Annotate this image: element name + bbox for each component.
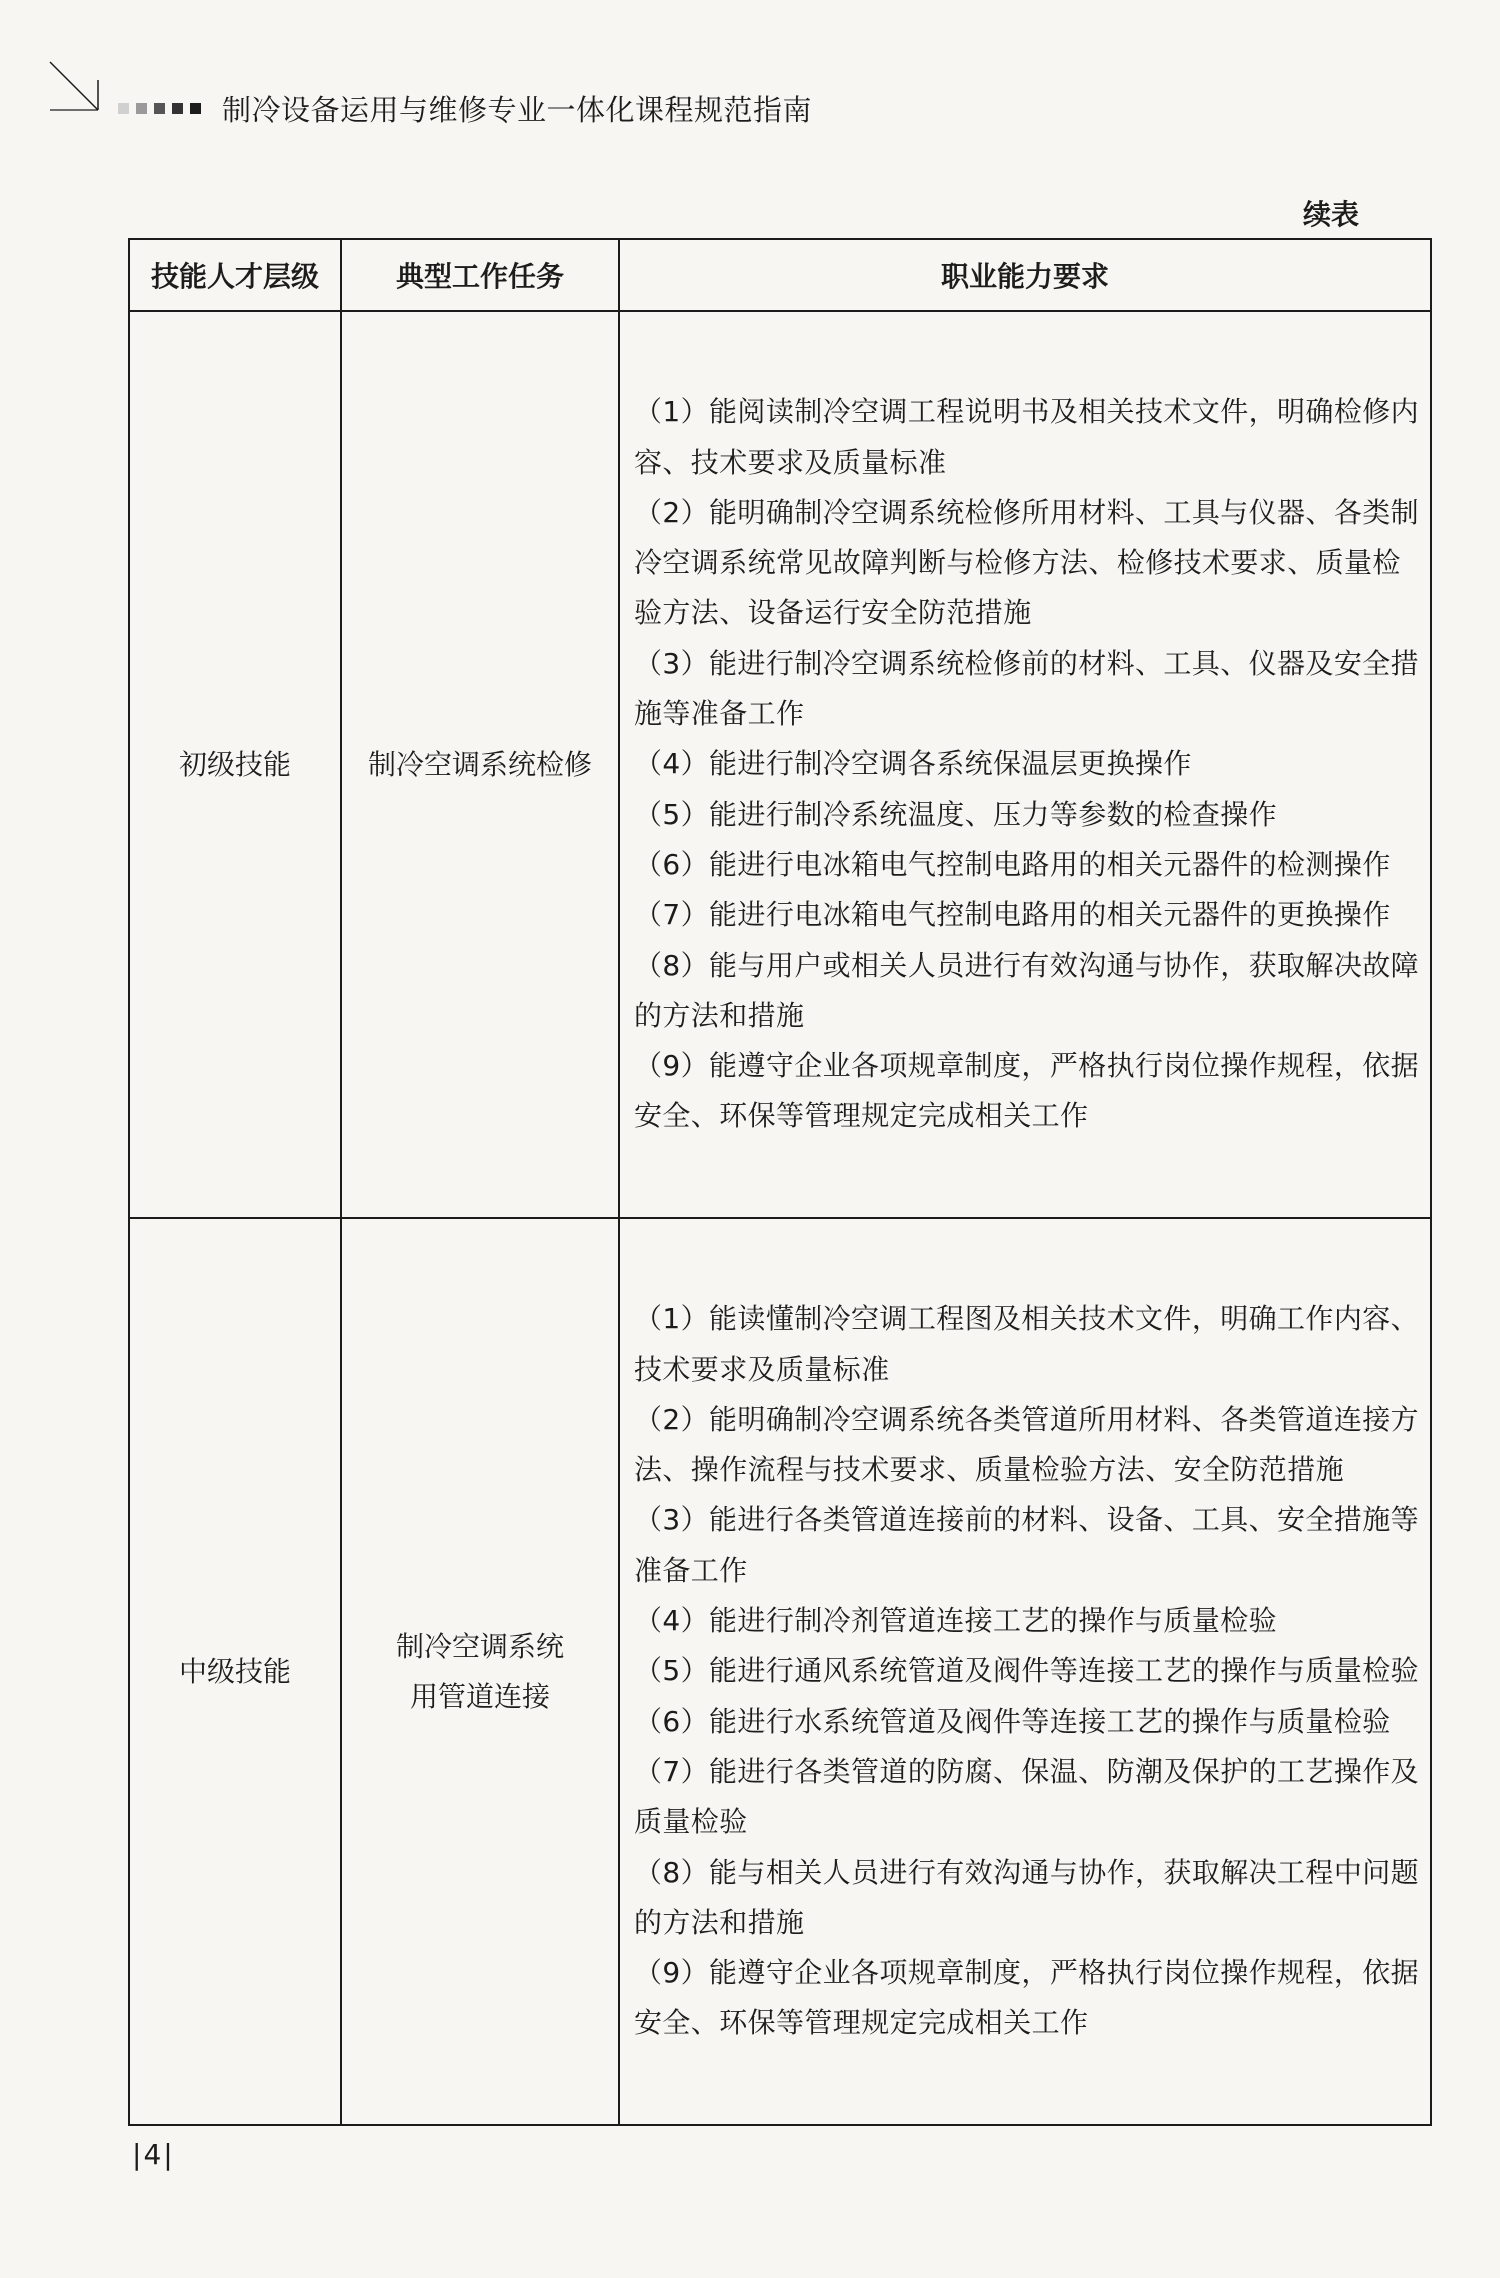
requirement-item: （5）能进行制冷系统温度、压力等参数的检查操作 (634, 797, 1278, 831)
column-header-task: 典型工作任务 (341, 239, 619, 311)
requirement-item: （9）能遵守企业各项规章制度，严格执行岗位操作规程，依据安全、环保等管理规定完成相关工作 (634, 1956, 1420, 2040)
requirement-item: （6）能进行水系统管道及阀件等连接工艺的操作与质量检验 (634, 1704, 1391, 1738)
requirement-item: （3）能进行制冷空调系统检修前的材料、工具、仪器及安全措施等准备工作 (634, 646, 1420, 731)
requirement-item: （1）能阅读制冷空调工程说明书及相关技术文件，明确检修内容、技术要求及质量标准 (634, 395, 1420, 479)
work-task-cell: 制冷空调系统检修 (341, 311, 619, 1218)
requirement-item: （7）能进行各类管道的防腐、保温、防潮及保护的工艺操作及质量检验 (634, 1754, 1420, 1839)
table-row (129, 311, 1431, 1218)
requirement-item: （2）能明确制冷空调系统各类管道所用材料、各类管道连接方法、操作流程与技术要求、质量检验方法、安全防范措施 (634, 1402, 1420, 1487)
square-icon (154, 103, 165, 114)
requirement-item: （4）能进行制冷剂管道连接工艺的操作与质量检验 (634, 1604, 1278, 1638)
table-continued-label: 续表 (1302, 198, 1359, 231)
table-row (129, 1218, 1431, 2125)
requirement-item: （8）能与相关人员进行有效沟通与协作，获取解决工程中问题的方法和措施 (634, 1855, 1420, 1939)
requirement-item: （7）能进行电冰箱电气控制电路用的相关元器件的更换操作 (634, 898, 1391, 932)
requirements-cell (619, 1218, 1431, 2125)
header-title: 制冷设备运用与维修专业一体化课程规范指南 (222, 92, 813, 127)
square-icon (172, 103, 183, 114)
work-task-label: 制冷空调系统用管道连接 (395, 1629, 564, 1713)
requirement-item: （9）能遵守企业各项规章制度，严格执行岗位操作规程，依据安全、环保等管理规定完成相关工作 (634, 1049, 1420, 1133)
requirement-item: （4）能进行制冷空调各系统保温层更换操作 (634, 747, 1192, 781)
skill-level-cell: 中级技能 (129, 1218, 341, 2125)
header-squares-icon (118, 103, 208, 114)
requirement-item: （3）能进行各类管道连接前的材料、设备、工具、安全措施等准备工作 (634, 1503, 1420, 1587)
requirements-cell (619, 311, 1431, 1218)
requirement-item: （1）能读懂制冷空调工程图及相关技术文件，明确工作内容、技术要求及质量标准 (634, 1302, 1420, 1386)
column-header-level: 技能人才层级 (129, 239, 341, 311)
work-task-cell (341, 1218, 619, 2125)
requirement-item: （2）能明确制冷空调系统检修所用材料、工具与仪器、各类制冷空调系统常见故障判断与检修方法、检修技术要求、质量检验方法、设备运行安全防范措施 (634, 495, 1420, 630)
requirement-item: （6）能进行电冰箱电气控制电路用的相关元器件的检测操作 (634, 847, 1391, 881)
requirement-item: （8）能与用户或相关人员进行有效沟通与协作，获取解决故障的方法和措施 (634, 948, 1420, 1032)
requirement-item: （5）能进行通风系统管道及阀件等连接工艺的操作与质量检验 (634, 1654, 1420, 1688)
square-icon (118, 103, 129, 114)
competency-table (128, 238, 1432, 2126)
table-header-row (129, 239, 1431, 311)
corner-mark-icon (48, 60, 108, 120)
column-header-requirements: 职业能力要求 (619, 239, 1431, 311)
square-icon (136, 103, 147, 114)
page-number-value: 4 (143, 2138, 164, 2171)
running-header (118, 88, 812, 128)
skill-level-cell: 初级技能 (129, 311, 341, 1218)
square-icon (190, 103, 201, 114)
page-number: |4| (132, 2138, 175, 2171)
